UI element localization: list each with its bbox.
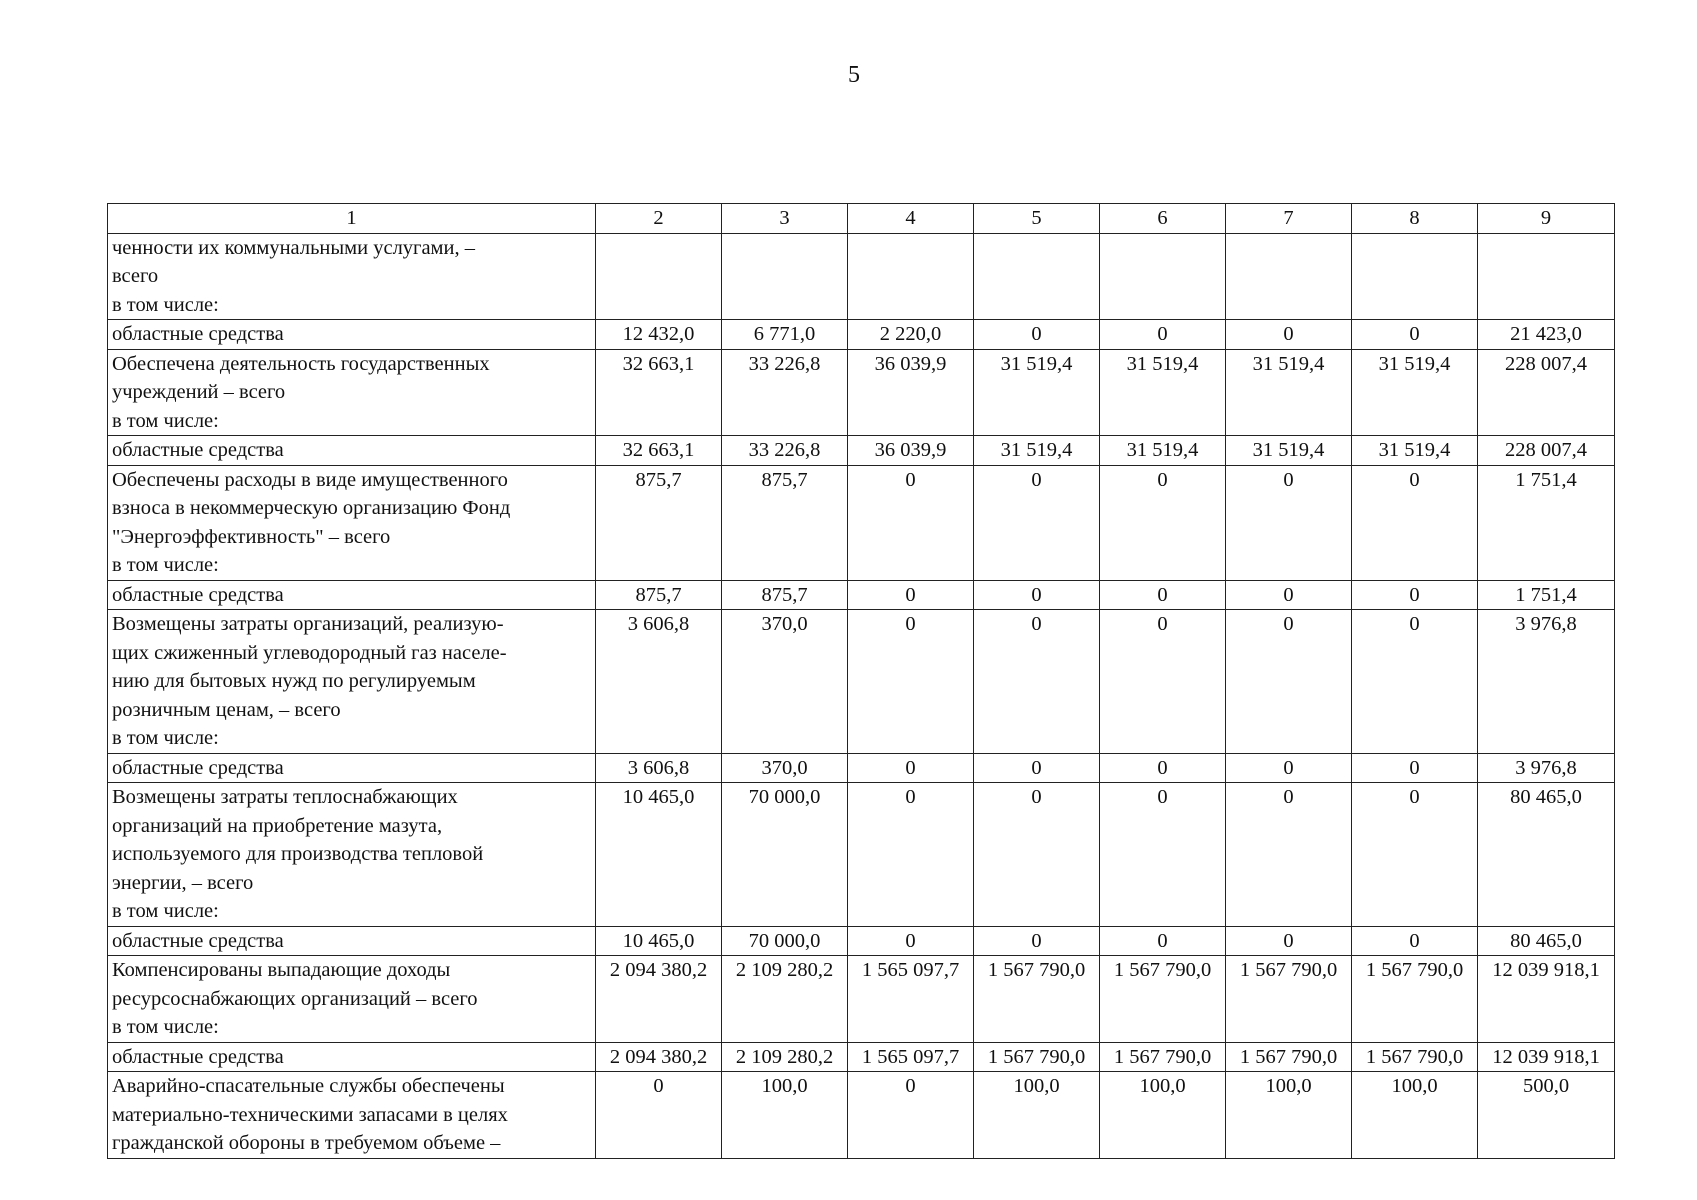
value-cell: 32 663,1 bbox=[596, 349, 722, 436]
value-cell: 3 606,8 bbox=[596, 610, 722, 754]
value-cell: 36 039,9 bbox=[848, 349, 974, 436]
value-cell: 3 976,8 bbox=[1478, 753, 1615, 783]
value-cell: 0 bbox=[848, 753, 974, 783]
value-cell: 0 bbox=[596, 1072, 722, 1159]
budget-table bbox=[107, 203, 1615, 1159]
row-label: областные средства bbox=[108, 436, 596, 466]
row-label: областные средства bbox=[108, 926, 596, 956]
value-cell bbox=[974, 233, 1100, 320]
value-cell: 1 751,4 bbox=[1478, 580, 1615, 610]
page-number: 5 bbox=[848, 62, 860, 88]
value-cell: 100,0 bbox=[974, 1072, 1100, 1159]
table-row bbox=[108, 349, 1615, 436]
value-cell: 2 109 280,2 bbox=[722, 1042, 848, 1072]
value-cell: 1 567 790,0 bbox=[974, 1042, 1100, 1072]
value-cell bbox=[1100, 233, 1226, 320]
value-cell bbox=[1352, 233, 1478, 320]
column-number: 5 bbox=[974, 204, 1100, 234]
value-cell: 228 007,4 bbox=[1478, 349, 1615, 436]
value-cell: 875,7 bbox=[722, 580, 848, 610]
value-cell: 70 000,0 bbox=[722, 783, 848, 927]
value-cell: 0 bbox=[1100, 465, 1226, 580]
value-cell: 875,7 bbox=[596, 465, 722, 580]
value-cell: 33 226,8 bbox=[722, 349, 848, 436]
column-number: 2 bbox=[596, 204, 722, 234]
value-cell: 1 565 097,7 bbox=[848, 956, 974, 1043]
row-label: областные средства bbox=[108, 1042, 596, 1072]
value-cell: 1 567 790,0 bbox=[1100, 956, 1226, 1043]
value-cell: 0 bbox=[848, 465, 974, 580]
value-cell: 875,7 bbox=[722, 465, 848, 580]
value-cell: 0 bbox=[848, 926, 974, 956]
value-cell: 36 039,9 bbox=[848, 436, 974, 466]
value-cell: 10 465,0 bbox=[596, 783, 722, 927]
value-cell: 1 567 790,0 bbox=[1352, 956, 1478, 1043]
value-cell: 31 519,4 bbox=[1100, 436, 1226, 466]
value-cell: 370,0 bbox=[722, 753, 848, 783]
row-label: Аварийно-спасательные службы обеспечены материально-техническими запасами в целях гражданской обороны в требуемом объеме – bbox=[108, 1072, 596, 1159]
value-cell: 0 bbox=[974, 926, 1100, 956]
column-number-row bbox=[108, 204, 1615, 234]
value-cell: 1 751,4 bbox=[1478, 465, 1615, 580]
value-cell: 228 007,4 bbox=[1478, 436, 1615, 466]
value-cell: 0 bbox=[974, 610, 1100, 754]
value-cell: 31 519,4 bbox=[974, 436, 1100, 466]
value-cell: 875,7 bbox=[596, 580, 722, 610]
value-cell: 12 039 918,1 bbox=[1478, 956, 1615, 1043]
value-cell: 0 bbox=[1226, 926, 1352, 956]
value-cell: 1 567 790,0 bbox=[974, 956, 1100, 1043]
value-cell: 6 771,0 bbox=[722, 320, 848, 350]
column-number: 6 bbox=[1100, 204, 1226, 234]
table-row bbox=[108, 783, 1615, 927]
value-cell: 12 432,0 bbox=[596, 320, 722, 350]
value-cell: 0 bbox=[974, 753, 1100, 783]
value-cell: 31 519,4 bbox=[1100, 349, 1226, 436]
value-cell: 0 bbox=[1100, 926, 1226, 956]
value-cell bbox=[1226, 233, 1352, 320]
table-row bbox=[108, 320, 1615, 350]
value-cell: 2 220,0 bbox=[848, 320, 974, 350]
table-row bbox=[108, 1042, 1615, 1072]
value-cell: 2 094 380,2 bbox=[596, 956, 722, 1043]
value-cell: 370,0 bbox=[722, 610, 848, 754]
value-cell: 0 bbox=[1226, 610, 1352, 754]
row-label: областные средства bbox=[108, 320, 596, 350]
value-cell: 31 519,4 bbox=[974, 349, 1100, 436]
value-cell: 2 109 280,2 bbox=[722, 956, 848, 1043]
row-label: Компенсированы выпадающие доходы ресурсоснабжающих организаций – всего в том числе: bbox=[108, 956, 596, 1043]
value-cell: 0 bbox=[1352, 320, 1478, 350]
value-cell: 0 bbox=[1352, 465, 1478, 580]
table-row bbox=[108, 233, 1615, 320]
value-cell: 70 000,0 bbox=[722, 926, 848, 956]
table-body bbox=[108, 204, 1615, 1159]
value-cell: 500,0 bbox=[1478, 1072, 1615, 1159]
value-cell: 80 465,0 bbox=[1478, 783, 1615, 927]
value-cell: 0 bbox=[1226, 580, 1352, 610]
value-cell: 0 bbox=[1100, 753, 1226, 783]
value-cell: 0 bbox=[1226, 320, 1352, 350]
column-number: 8 bbox=[1352, 204, 1478, 234]
value-cell: 0 bbox=[1100, 610, 1226, 754]
table-row bbox=[108, 465, 1615, 580]
value-cell: 3 606,8 bbox=[596, 753, 722, 783]
value-cell: 1 567 790,0 bbox=[1226, 1042, 1352, 1072]
row-label: областные средства bbox=[108, 580, 596, 610]
row-label: ченности их коммунальными услугами, – всего в том числе: bbox=[108, 233, 596, 320]
column-number: 9 bbox=[1478, 204, 1615, 234]
column-number: 7 bbox=[1226, 204, 1352, 234]
table-row bbox=[108, 926, 1615, 956]
column-number: 4 bbox=[848, 204, 974, 234]
value-cell: 31 519,4 bbox=[1352, 349, 1478, 436]
table-row bbox=[108, 610, 1615, 754]
table-row bbox=[108, 753, 1615, 783]
value-cell: 100,0 bbox=[722, 1072, 848, 1159]
value-cell: 0 bbox=[848, 1072, 974, 1159]
value-cell: 0 bbox=[1352, 580, 1478, 610]
value-cell: 100,0 bbox=[1226, 1072, 1352, 1159]
value-cell: 0 bbox=[848, 610, 974, 754]
value-cell bbox=[722, 233, 848, 320]
value-cell: 12 039 918,1 bbox=[1478, 1042, 1615, 1072]
value-cell: 1 567 790,0 bbox=[1226, 956, 1352, 1043]
value-cell: 31 519,4 bbox=[1352, 436, 1478, 466]
value-cell: 0 bbox=[1352, 610, 1478, 754]
value-cell: 100,0 bbox=[1100, 1072, 1226, 1159]
row-label: Возмещены затраты теплоснабжающих организаций на приобретение мазута, используемого для производства тепловой энергии, – всего в том числе: bbox=[108, 783, 596, 927]
value-cell: 0 bbox=[1352, 926, 1478, 956]
value-cell: 21 423,0 bbox=[1478, 320, 1615, 350]
value-cell: 10 465,0 bbox=[596, 926, 722, 956]
column-number: 1 bbox=[108, 204, 596, 234]
column-number: 3 bbox=[722, 204, 848, 234]
value-cell: 32 663,1 bbox=[596, 436, 722, 466]
value-cell: 0 bbox=[1226, 753, 1352, 783]
value-cell: 0 bbox=[1100, 783, 1226, 927]
value-cell: 0 bbox=[848, 783, 974, 927]
table-row bbox=[108, 580, 1615, 610]
value-cell bbox=[848, 233, 974, 320]
value-cell: 2 094 380,2 bbox=[596, 1042, 722, 1072]
value-cell: 1 567 790,0 bbox=[1352, 1042, 1478, 1072]
value-cell: 100,0 bbox=[1352, 1072, 1478, 1159]
row-label: Обеспечена деятельность государственных учреждений – всего в том числе: bbox=[108, 349, 596, 436]
row-label: Обеспечены расходы в виде имущественного взноса в некоммерческую организацию Фонд "Энергоэффективность" – всего в том числе: bbox=[108, 465, 596, 580]
value-cell: 31 519,4 bbox=[1226, 349, 1352, 436]
value-cell: 0 bbox=[1100, 320, 1226, 350]
value-cell bbox=[1478, 233, 1615, 320]
value-cell: 31 519,4 bbox=[1226, 436, 1352, 466]
value-cell: 0 bbox=[848, 580, 974, 610]
value-cell: 0 bbox=[1352, 783, 1478, 927]
value-cell: 3 976,8 bbox=[1478, 610, 1615, 754]
value-cell: 0 bbox=[974, 783, 1100, 927]
value-cell: 0 bbox=[1226, 783, 1352, 927]
value-cell: 33 226,8 bbox=[722, 436, 848, 466]
table-row bbox=[108, 956, 1615, 1043]
value-cell bbox=[596, 233, 722, 320]
value-cell: 0 bbox=[974, 580, 1100, 610]
value-cell: 80 465,0 bbox=[1478, 926, 1615, 956]
row-label: Возмещены затраты организаций, реализую- щих сжиженный углеводородный газ населе- нию для бытовых нужд по регулируемым розничным ценам, – всего в том числе: bbox=[108, 610, 596, 754]
value-cell: 0 bbox=[974, 320, 1100, 350]
value-cell: 0 bbox=[1226, 465, 1352, 580]
row-label: областные средства bbox=[108, 753, 596, 783]
table-row bbox=[108, 436, 1615, 466]
value-cell: 0 bbox=[974, 465, 1100, 580]
value-cell: 1 567 790,0 bbox=[1100, 1042, 1226, 1072]
table-row bbox=[108, 1072, 1615, 1159]
value-cell: 0 bbox=[1100, 580, 1226, 610]
value-cell: 0 bbox=[1352, 753, 1478, 783]
value-cell: 1 565 097,7 bbox=[848, 1042, 974, 1072]
